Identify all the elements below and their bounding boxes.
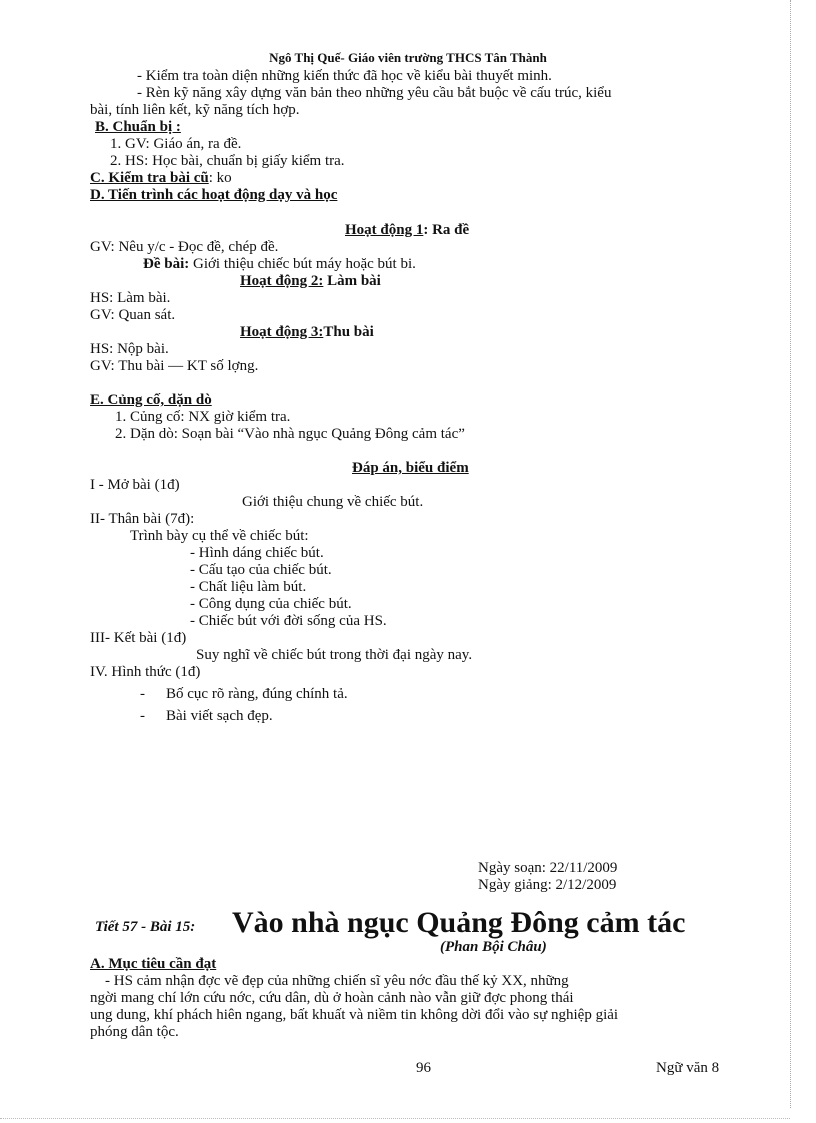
answer-part-1-title: I - Mở bài (1đ): [90, 477, 180, 493]
bullet-dash-icon: -: [140, 708, 145, 724]
answer-part-4-item-text: Bố cục rõ ràng, đúng chính tả.: [166, 686, 348, 702]
answer-part-4-title: IV. Hình thức (1đ): [90, 664, 201, 680]
date-taught: Ngày giảng: 2/12/2009: [478, 877, 617, 893]
answer-part-2-title: II- Thân bài (7đ):: [90, 511, 195, 527]
page-header: Ngô Thị Quế- Giáo viên trường THCS Tân Thành: [269, 50, 547, 65]
activity-2-heading: [240, 273, 381, 290]
answer-key-title: Đáp án, biểu điểm: [352, 460, 469, 476]
bullet-dash-icon: -: [140, 686, 145, 702]
answer-part-2-item: - Chất liệu làm bút.: [190, 579, 307, 595]
footer-subject: Ngữ văn 8: [656, 1060, 720, 1076]
activity-2-suffix: Làm bài: [323, 273, 381, 289]
lesson-label: Tiết 57 - Bài 15:: [95, 919, 196, 935]
bottom-margin-rule: [0, 1118, 790, 1119]
activity-1-gv: GV: Nêu y/c - Đọc đề, chép đề.: [90, 239, 279, 255]
answer-part-1-text: Giới thiệu chung về chiếc bút.: [242, 494, 424, 510]
activity-3-hs: HS: Nộp bài.: [90, 341, 169, 357]
section-e-title: E. Củng cố, dặn dò: [90, 392, 212, 408]
section-a-line-3: ung dung, khí phách hiên ngang, bất khuất và niềm tin không dời đổi vào sự nghiệp giải: [90, 1007, 619, 1023]
answer-part-2-item: - Cấu tạo của chiếc bút.: [190, 562, 332, 578]
answer-part-3-title: III- Kết bài (1đ): [90, 630, 187, 646]
topic-text: Giới thiệu chiếc bút máy hoặc bút bi.: [189, 256, 416, 272]
section-b-title: B. Chuẩn bị :: [95, 119, 181, 135]
date-prepared: Ngày soạn: 22/11/2009: [478, 860, 618, 876]
section-c-line: [90, 170, 232, 187]
section-a-line-4: phóng dân tộc.: [90, 1024, 179, 1040]
answer-part-2-item: - Hình dáng chiếc bút.: [190, 545, 324, 561]
section-e-item-1: 1. Củng cố: NX giờ kiểm tra.: [115, 409, 291, 425]
activity-3-suffix: Thu bài: [323, 324, 374, 340]
section-e-item-2: 2. Dặn dò: Soạn bài “Vào nhà ngục Quảng Đông cảm tác”: [115, 426, 465, 442]
lesson-title: Vào nhà ngục Quảng Đông cảm tác: [232, 906, 686, 939]
answer-part-4-item-text: Bài viết sạch đẹp.: [166, 708, 273, 724]
section-c-value: : ko: [208, 170, 232, 186]
lesson-author: (Phan Bội Châu): [440, 939, 547, 955]
activity-2-hs: HS: Làm bài.: [90, 290, 171, 306]
activity-1-topic: [143, 256, 416, 273]
section-a-title: A. Mục tiêu cần đạt: [90, 956, 217, 972]
answer-part-4-item: [140, 708, 273, 725]
section-b-item-1: 1. GV: Giáo án, ra đề.: [110, 136, 242, 152]
topic-label: Đề bài:: [143, 256, 190, 272]
objective-line-1: - Kiểm tra toàn diện những kiến thức đã học về kiểu bài thuyết minh.: [137, 68, 552, 84]
activity-2-title: Hoạt động 2:: [240, 273, 324, 289]
answer-part-3-text: Suy nghĩ về chiếc bút trong thời đại ngày nay.: [196, 647, 473, 663]
activity-3-heading: [240, 324, 374, 341]
answer-part-2-item: - Chiếc bút với đời sống của HS.: [190, 613, 387, 629]
section-a-line-2: ngời mang chí lớn cứu nớc, cứu dân, dù ở hoàn cảnh nào vẫn giữ đợc phong thái: [90, 990, 574, 1006]
activity-2-gv: GV: Quan sát.: [90, 307, 176, 323]
activity-1-heading: [345, 222, 469, 239]
activity-3-gv: GV: Thu bài — KT số lợng.: [90, 358, 259, 374]
objective-line-2: - Rèn kỹ năng xây dựng văn bản theo những yêu cầu bắt buộc về cấu trúc, kiểu: [137, 85, 612, 101]
answer-part-4-item: [140, 686, 348, 703]
objective-line-3: bài, tính liên kết, kỹ năng tích hợp.: [90, 102, 300, 118]
activity-1-title: Hoạt động 1: [345, 222, 424, 238]
section-a-line-1: - HS cảm nhận đợc vẽ đẹp của những chiến sĩ yêu nớc đầu thế kỷ XX, những: [105, 973, 569, 989]
page-number: 96: [416, 1060, 431, 1076]
answer-part-2-item: - Công dụng của chiếc bút.: [190, 596, 352, 612]
activity-3-title: Hoạt động 3:: [240, 324, 324, 340]
section-c-title: C. Kiểm tra bài cũ: [90, 170, 209, 186]
section-b-item-2: 2. HS: Học bài, chuẩn bị giấy kiểm tra.: [110, 153, 345, 169]
answer-part-2-intro: Trình bày cụ thể về chiếc bút:: [130, 528, 309, 544]
section-d-title: D. Tiến trình các hoạt động dạy và học: [90, 187, 338, 203]
activity-1-suffix: : Ra đề: [423, 222, 470, 238]
right-margin-rule: [790, 0, 791, 1108]
